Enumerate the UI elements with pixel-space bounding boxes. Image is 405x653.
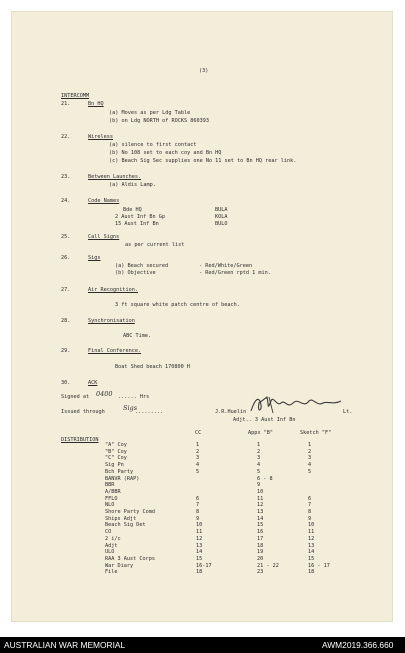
dist-row-cc: 11	[196, 529, 203, 536]
wireless-c: (c) Beach Sig Sec supplies one No 11 set to Bn HQ rear link.	[109, 158, 297, 164]
intercomm-b: (b) on Ldg NORTH of ROCKS 860393	[109, 118, 209, 124]
dist-col-appx: Appx "B"	[248, 430, 273, 436]
issued-dots: .........	[135, 409, 164, 415]
dist-row-label: "B" Coy	[105, 448, 127, 455]
item-number: 30.	[61, 380, 71, 386]
sigs-b: (b) Objective	[115, 270, 156, 276]
intercomm-heading: INTERCOMM	[61, 93, 90, 99]
dist-row-appx: 9	[257, 482, 261, 489]
dist-row-sketch: 11	[308, 529, 315, 536]
dist-row-label: File	[105, 569, 118, 576]
dist-row-sketch: 10	[308, 522, 315, 529]
dist-row-sketch: 18	[308, 569, 315, 576]
dist-row-label: FFLO	[105, 495, 118, 502]
dist-row-sketch: 2	[308, 448, 312, 455]
between-launches-heading: Between Launches.	[88, 174, 142, 180]
sigs-b-value: - Red/Green rptd 1 min.	[199, 270, 271, 276]
synchronisation-heading: Synchronisation	[88, 318, 135, 324]
signatory-title: Adjt.. 3 Aust Inf Bn	[233, 417, 296, 423]
dist-row-appx: 5	[257, 468, 261, 475]
item-number: 26.	[61, 255, 71, 261]
dist-row-sketch: 9	[308, 515, 312, 522]
dist-row-appx: 4	[257, 462, 261, 469]
dist-row-cc: 3	[196, 455, 200, 462]
dist-row-label: BBR	[105, 482, 115, 489]
dist-row-sketch: 5	[308, 468, 312, 475]
signed-time-handwritten: 0400	[96, 390, 113, 398]
dist-row-label: NLO	[105, 502, 115, 509]
dist-row-sketch: 1	[308, 442, 312, 448]
dist-row-label: 2 i/c	[105, 535, 121, 542]
intercomm-a: (a) Moves as per Ldg Table	[109, 110, 191, 116]
item-number: 21.	[61, 101, 71, 107]
sigs-a: (a) Beach secured	[115, 263, 169, 269]
dist-row-sketch: 7	[308, 502, 312, 509]
dist-row-label: ULO	[105, 549, 115, 556]
dist-row-appx: 19	[257, 549, 264, 556]
dist-row-cc: 18	[196, 569, 203, 576]
dist-row-appx: 1	[257, 442, 261, 448]
dist-row-appx: 2	[257, 448, 261, 455]
code-unit: Bde HQ	[123, 207, 142, 213]
archive-footer	[0, 637, 405, 653]
dist-row-appx: 6 - 8	[257, 475, 273, 482]
document-page	[11, 11, 393, 622]
dist-row-label: RAA 3 Aust Corps	[105, 555, 155, 562]
code-value: KOLA	[215, 214, 228, 220]
wireless-a: (a) silence to first contact	[109, 142, 197, 148]
footer-reference: AWM2019.366.660	[322, 640, 394, 650]
dist-row-sketch: 6	[308, 495, 312, 502]
code-value: BULA	[215, 207, 228, 213]
dist-row-sketch: 15	[308, 555, 315, 562]
dist-row-appx: 18	[257, 542, 264, 549]
code-names-heading: Code Names	[88, 198, 120, 204]
dist-row-label: BANVR (RAP)	[105, 475, 140, 482]
distribution-heading: DISTRIBUTION	[61, 437, 99, 443]
dist-row-label: Ships Adjt	[105, 515, 137, 522]
item-number: 22.	[61, 134, 71, 140]
dist-row-label: Adjt	[105, 542, 118, 549]
dist-row-appx: 3	[257, 455, 261, 462]
signatory-rank: Lt.	[343, 409, 353, 415]
between-launches-a: (a) Aldis Lamp.	[109, 182, 156, 188]
code-value: BULO	[215, 221, 228, 227]
item-number: 23.	[61, 174, 71, 180]
dist-row-appx: 13	[257, 509, 264, 515]
dist-row-label: "A" Coy	[105, 442, 127, 448]
item-number: 24.	[61, 198, 71, 204]
dist-row-cc: 8	[196, 509, 200, 515]
signed-at-label: Signed at	[61, 394, 90, 400]
signed-at-suffix: ...... Hrs	[118, 394, 150, 400]
call-signs-text: as per current list	[125, 242, 185, 248]
dist-row-sketch: 8	[308, 509, 312, 515]
call-signs-heading: Call Signs	[88, 234, 120, 240]
dist-row-sketch: 3	[308, 455, 312, 462]
air-recognition-heading: Air Recognition.	[88, 287, 138, 293]
dist-row-label: A/BBR	[105, 488, 121, 495]
footer-institution: AUSTRALIAN WAR MEMORIAL	[4, 640, 126, 650]
dist-row-cc: 5	[196, 468, 200, 475]
dist-row-cc: 13	[196, 542, 203, 549]
dist-row-appx: 20	[257, 555, 264, 562]
dist-row-label: Bch Party	[105, 468, 134, 475]
final-conference-heading: Final Conference.	[88, 348, 142, 354]
wireless-heading: Wireless	[88, 134, 113, 140]
dist-row-cc: 10	[196, 522, 203, 529]
dist-row-appx: 10	[257, 488, 264, 495]
dist-row-sketch: 16 - 17	[308, 562, 330, 569]
dist-row-sketch: 4	[308, 462, 312, 469]
dist-row-cc: 4	[196, 462, 200, 469]
dist-row-appx: 21 - 22	[257, 562, 279, 569]
synchronisation-text: ABC Time.	[123, 333, 152, 339]
dist-row-cc: 7	[196, 502, 200, 509]
dist-row-cc: 2	[196, 448, 200, 455]
sigs-a-value: - Red/White/Green	[199, 263, 253, 269]
dist-row-appx: 15	[257, 522, 264, 529]
code-unit: 2 Aust Inf Bn Gp	[115, 214, 165, 220]
issued-via-handwritten: Sigs	[123, 404, 138, 412]
dist-row-cc: 15	[196, 555, 203, 562]
intercomm-subheading: Bn HQ	[88, 101, 104, 107]
dist-row-cc: 16-17	[196, 562, 212, 569]
code-unit: 15 Aust Inf Bn	[115, 221, 159, 227]
final-conference-text: Boat Shed beach 170800 H	[115, 364, 190, 370]
dist-row-sketch: 13	[308, 542, 315, 549]
dist-row-sketch: 14	[308, 549, 315, 556]
item-number: 25.	[61, 234, 71, 240]
dist-row-label: War Diary	[105, 562, 134, 569]
dist-row-appx: 16	[257, 529, 264, 536]
item-number: 29.	[61, 348, 71, 354]
dist-row-cc: 9	[196, 515, 200, 522]
dist-row-appx: 17	[257, 535, 264, 542]
dist-row-cc: 6	[196, 495, 200, 502]
dist-row-label: Shore Party Comd	[105, 509, 155, 515]
dist-row-label: Beach Sig Det	[105, 522, 146, 529]
sigs-heading: Sigs	[88, 255, 101, 261]
ack-heading: ACK	[88, 380, 98, 386]
page-number: (3)	[199, 68, 209, 74]
dist-row-label: "C" Coy	[105, 455, 127, 462]
item-number: 28.	[61, 318, 71, 324]
air-recognition-text: 3 ft square white patch centre of beach.	[115, 302, 240, 308]
handwritten-signature	[247, 391, 345, 417]
dist-col-cc: CC	[195, 430, 202, 436]
dist-col-sketch: Sketch "F"	[300, 430, 332, 436]
dist-row-sketch: 12	[308, 535, 315, 542]
dist-row-label: Sig Pn	[105, 462, 124, 469]
signatory-name: J.R.Huelin	[215, 409, 247, 415]
issued-through-label: Issued through	[61, 409, 105, 415]
dist-row-appx: 23	[257, 569, 264, 576]
dist-row-cc: 14	[196, 549, 203, 556]
dist-row-label: CO	[105, 529, 112, 536]
dist-row-cc: 12	[196, 535, 203, 542]
item-number: 27.	[61, 287, 71, 293]
wireless-b: (b) No 108 set to each coy and Bn HQ	[109, 150, 222, 156]
dist-row-appx: 11	[257, 495, 264, 502]
dist-row-appx: 14	[257, 515, 264, 522]
dist-row-appx: 12	[257, 502, 264, 509]
dist-row-cc: 1	[196, 442, 200, 448]
